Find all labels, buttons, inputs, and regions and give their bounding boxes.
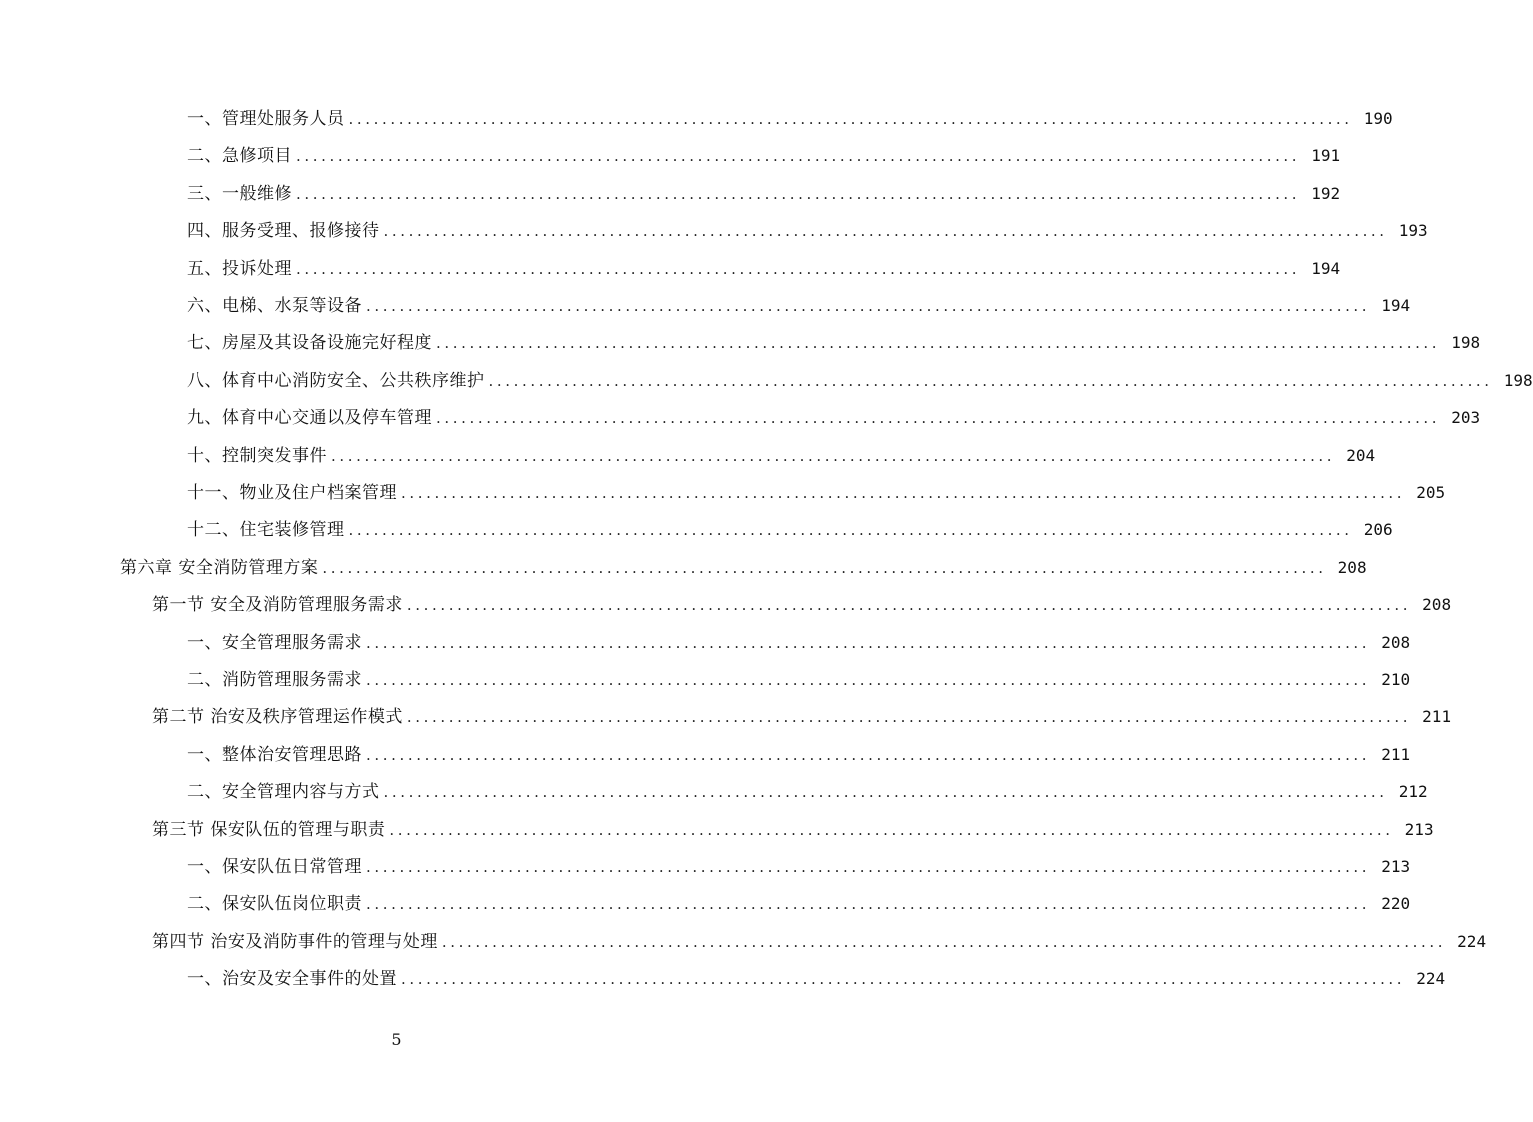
toc-entry <box>0 137 1341 174</box>
toc-entry-line <box>187 848 1411 886</box>
toc-entry-label: 四、服务受理、报修接待 <box>187 221 380 242</box>
toc-leader-dots: ........................................................................................................................ <box>488 371 1493 390</box>
toc-entry-line <box>187 399 1481 437</box>
toc-entry <box>0 474 1446 511</box>
toc-leader-dots: ........................................................................................................................ <box>366 895 1371 914</box>
toc-entry <box>0 960 1446 997</box>
toc-leader-dots: ........................................................................................................................ <box>406 708 1412 727</box>
toc-entry-label: 一、保安队伍日常管理 <box>187 857 362 877</box>
toc-entry-page: 213 <box>1404 819 1434 839</box>
toc-entry-label: 第二节 治安及秩序管理运作模式 <box>152 707 403 728</box>
toc-entry <box>0 100 1393 137</box>
toc-entry <box>0 437 1376 474</box>
toc-leader-dots: ........................................................................................................................ <box>348 521 1353 540</box>
toc-entry-page: 192 <box>1311 183 1341 203</box>
toc-leader-dots: ........................................................................................................................ <box>366 745 1371 764</box>
toc-leader-dots: ........................................................................................................................ <box>406 596 1412 615</box>
toc-entry <box>0 399 1481 436</box>
toc-entry-page: 198 <box>1451 333 1481 353</box>
toc-entry-line <box>187 474 1446 512</box>
toc-leader-dots: ........................................................................................................................ <box>436 409 1441 428</box>
toc-entry-label: 二、消防管理服务需求 <box>187 670 362 690</box>
toc-entry-line <box>120 549 1367 587</box>
toc-leader-dots: ........................................................................................................................ <box>366 858 1371 876</box>
toc-entry-line <box>187 736 1411 774</box>
toc-leader-dots: ........................................................................................................................ <box>401 484 1406 502</box>
toc-entry-page: 206 <box>1363 520 1393 540</box>
toc-entry-page: 194 <box>1381 296 1411 315</box>
toc-entry-label: 一、治安及安全事件的处置 <box>187 969 397 990</box>
toc-entry-label: 六、电梯、水泵等设备 <box>187 296 362 316</box>
toc-entry-page: 191 <box>1311 146 1341 166</box>
toc-entry-line <box>187 960 1446 998</box>
toc-entry-label: 三、一般维修 <box>187 183 292 204</box>
page-number: 5 <box>391 1030 402 1049</box>
toc-entry-line <box>152 811 1434 849</box>
toc-entry-label: 第一节 安全及消防管理服务需求 <box>152 595 403 616</box>
toc-leader-dots: ........................................................................................................................ <box>296 147 1301 166</box>
toc-entry-label: 二、急修项目 <box>187 146 292 167</box>
toc-leader-dots: ........................................................................................................................ <box>401 970 1406 989</box>
toc-entry-page: 212 <box>1398 782 1428 802</box>
toc-leader-dots: ........................................................................................................................ <box>322 558 1327 577</box>
toc-leader-dots: ........................................................................................................................ <box>366 633 1371 652</box>
toc-entry-label: 十一、物业及住户档案管理 <box>187 483 397 503</box>
toc-entry-line <box>152 923 1487 961</box>
toc-entry-label: 十二、住宅装修管理 <box>187 520 345 541</box>
toc-entry-line <box>187 175 1341 213</box>
toc-entry-line <box>187 885 1411 923</box>
toc-entry-line <box>187 437 1376 475</box>
toc-leader-dots: ........................................................................................................................ <box>389 820 1394 839</box>
toc-entry-line <box>187 287 1411 325</box>
toc-entry-label: 一、安全管理服务需求 <box>187 632 362 653</box>
toc-entry-page: 224 <box>1416 969 1446 989</box>
toc-entry-label: 二、保安队伍岗位职责 <box>187 894 362 915</box>
toc-entry-page: 193 <box>1398 221 1428 241</box>
toc-entry <box>0 212 1428 249</box>
toc-entry-label: 八、体育中心消防安全、公共秩序维护 <box>187 370 485 391</box>
toc-entry-label: 一、整体治安管理思路 <box>187 744 362 765</box>
toc-leader-dots: ........................................................................................................................ <box>383 783 1388 802</box>
toc-entry-page: 203 <box>1451 408 1481 428</box>
toc-entry-page: 211 <box>1422 707 1452 727</box>
toc-entry-line <box>187 362 1533 400</box>
toc-leader-dots: ........................................................................................................................ <box>366 297 1371 315</box>
toc-entry-line <box>187 137 1341 175</box>
toc-entry <box>0 511 1393 548</box>
toc-entry <box>0 287 1411 324</box>
toc-entry-line <box>187 324 1481 362</box>
toc-entry-line <box>187 661 1411 699</box>
toc-entry <box>0 549 1367 586</box>
toc-leader-dots: ........................................................................................................................ <box>296 184 1301 203</box>
toc-entry <box>0 736 1411 773</box>
toc-entry-label: 第六章 安全消防管理方案 <box>120 557 319 578</box>
toc-entry-label: 第四节 治安及消防事件的管理与处理 <box>152 931 438 952</box>
toc-entry-page: 204 <box>1346 445 1376 465</box>
toc-entry <box>0 773 1428 810</box>
toc-entry <box>0 250 1341 287</box>
toc-entry-label: 二、安全管理内容与方式 <box>187 782 380 803</box>
toc-entry-label: 一、管理处服务人员 <box>187 109 345 129</box>
toc-entry-label: 五、投诉处理 <box>187 258 292 279</box>
toc-leader-dots: ........................................................................................................................ <box>436 334 1441 353</box>
toc-entry <box>0 848 1411 885</box>
toc-entry-line <box>152 586 1452 624</box>
toc-leader-dots: ........................................................................................................................ <box>348 110 1353 128</box>
toc-entry-page: 224 <box>1457 931 1487 951</box>
toc-entry-line <box>187 511 1393 549</box>
toc-entry-line <box>187 773 1428 811</box>
toc-entry-line <box>152 698 1452 736</box>
toc-entry-line <box>187 100 1393 138</box>
toc-entry <box>0 923 1487 960</box>
toc-entry <box>0 885 1411 922</box>
toc-entry <box>0 586 1452 623</box>
toc-entry-page: 198 <box>1503 370 1533 390</box>
toc-entry-page: 213 <box>1381 857 1411 876</box>
toc-entry <box>0 175 1341 212</box>
toc-entry-page: 210 <box>1381 670 1411 689</box>
toc-entry-line <box>187 212 1428 250</box>
toc-entry-page: 194 <box>1311 258 1341 278</box>
toc-entry <box>0 624 1411 661</box>
toc-entry <box>0 811 1434 848</box>
toc-leader-dots: ........................................................................................................................ <box>441 932 1447 951</box>
toc-leader-dots: ........................................................................................................................ <box>296 259 1301 278</box>
toc-entry-page: 220 <box>1381 894 1411 914</box>
toc-entry <box>0 661 1411 698</box>
toc-entry-label: 第三节 保安队伍的管理与职责 <box>152 819 386 840</box>
toc-entry-page: 211 <box>1381 744 1411 764</box>
toc-entry <box>0 698 1452 735</box>
toc-entry-page: 208 <box>1381 632 1411 652</box>
toc-entry-page: 208 <box>1337 557 1367 577</box>
toc-entry <box>0 324 1481 361</box>
toc-entry-page: 208 <box>1422 595 1452 615</box>
toc-leader-dots: ........................................................................................................................ <box>331 446 1336 465</box>
toc-entry-page: 205 <box>1416 483 1446 502</box>
toc-leader-dots: ........................................................................................................................ <box>366 671 1371 689</box>
toc-entry-line <box>187 624 1411 662</box>
toc-entry <box>0 362 1533 399</box>
toc-entry-line <box>187 250 1341 288</box>
toc-entry-label: 十、控制突发事件 <box>187 445 327 466</box>
toc-entry-page: 190 <box>1363 109 1393 128</box>
toc-entry-label: 七、房屋及其设备设施完好程度 <box>187 333 432 354</box>
toc-leader-dots: ........................................................................................................................ <box>383 222 1388 241</box>
toc-entry-label: 九、体育中心交通以及停车管理 <box>187 408 432 429</box>
